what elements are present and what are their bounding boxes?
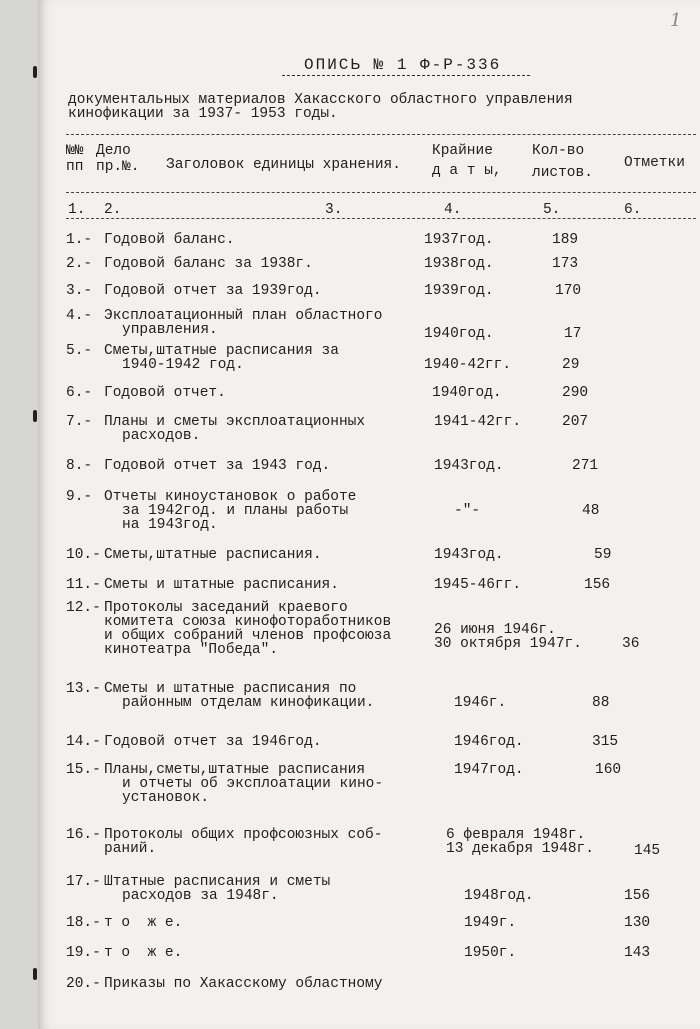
row-sheet-count: 156 [584,577,611,593]
header-sheets-2: листов. [532,165,593,181]
row-title: Сметы,штатные расписания. [104,547,322,563]
row-title: и отчеты об эксплоатации кино- [122,776,384,792]
row-number: 13.- [66,681,101,697]
binding-mark [33,410,37,422]
row-dates: 1948год. [464,888,534,904]
row-number: 1.- [66,232,93,248]
row-sheet-count: 88 [592,695,610,711]
binding-mark [33,968,37,980]
row-dates: 1943год. [434,458,504,474]
row-dates: 1946год. [454,734,524,750]
column-number: 1. [68,202,86,218]
row-sheet-count: 17 [564,326,582,342]
row-sheet-count: 189 [552,232,579,248]
row-dates: 6 февраля 1948г. [446,827,586,843]
row-dates: 1938год. [424,256,494,272]
heading-underline [282,75,530,76]
row-title: 1940-1942 год. [122,357,244,373]
row-number: 4.- [66,308,93,324]
header-num-2: пп [66,159,84,175]
row-number: 15.- [66,762,101,778]
row-dates: 1949г. [464,915,517,931]
row-sheet-count: 290 [562,385,589,401]
column-number: 6. [624,202,642,218]
row-number: 16.- [66,827,101,843]
row-title: Годовой баланс за 1938г. [104,256,313,272]
row-title: за 1942год. и планы работы [122,503,349,519]
row-title: Годовой отчет за 1939год. [104,283,322,299]
row-number: 5.- [66,343,93,359]
row-sheet-count: 170 [555,283,582,299]
header-num-1: №№ [66,143,84,159]
row-number: 14.- [66,734,101,750]
row-title: Эксплоатационный план областного [104,308,383,324]
row-title: Годовой отчет за 1943 год. [104,458,331,474]
page-number: 1 [670,10,682,31]
row-dates: -"- [454,503,481,519]
row-number: 8.- [66,458,93,474]
row-sheet-count: 36 [622,636,640,652]
row-sheet-count: 160 [595,762,622,778]
row-dates: 1941-42гг. [434,414,522,430]
header-dates-1: Крайние [432,143,493,159]
row-sheet-count: 29 [562,357,580,373]
row-title: на 1943год. [122,517,218,533]
row-title: Сметы и штатные расписания. [104,577,339,593]
header-notes: Отметки [624,155,685,171]
header-sheets-1: Кол-во [532,143,585,159]
row-number: 9.- [66,489,93,505]
row-sheet-count: 145 [634,843,661,859]
row-sheet-count: 271 [572,458,599,474]
row-dates: 26 июня 1946г. [434,622,556,638]
row-dates: 30 октября 1947г. [434,636,582,652]
row-title: управления. [122,322,218,338]
row-title: установок. [122,790,210,806]
row-number: 20.- [66,976,101,992]
row-title: районным отделам кинофикации. [122,695,375,711]
row-number: 19.- [66,945,101,961]
column-number: 2. [104,202,122,218]
row-sheet-count: 143 [624,945,651,961]
header-dates-2: д а т ы, [432,163,502,179]
row-dates: 1940год. [432,385,502,401]
row-sheet-count: 173 [552,256,579,272]
row-title: Годовой отчет. [104,385,226,401]
header-title: Заголовок единицы хранения. [166,157,401,173]
row-title: кинотеатра "Победа". [104,642,279,658]
column-number-rule [66,218,696,219]
row-number: 6.- [66,385,93,401]
row-title: Протоколы общих профсоюзных соб- [104,827,383,843]
row-dates: 1937год. [424,232,494,248]
row-title: и общих собраний членов профсоюза [104,628,392,644]
header-case-2: пр.№. [96,159,140,175]
row-title: Отчеты киноустановок о работе [104,489,357,505]
row-dates: 1943год. [434,547,504,563]
row-number: 2.- [66,256,93,272]
row-title: расходов за 1948г. [122,888,279,904]
row-title: Приказы по Хакасскому областному [104,976,383,992]
column-number: 4. [444,202,462,218]
row-dates: 1940-42гг. [424,357,512,373]
header-case-1: Дело [96,143,131,159]
row-dates: 1939год. [424,283,494,299]
row-title: Протоколы заседаний краевого [104,600,348,616]
column-number: 3. [325,202,343,218]
row-sheet-count: 315 [592,734,619,750]
row-title: расходов. [122,428,201,444]
row-sheet-count: 130 [624,915,651,931]
row-number: 18.- [66,915,101,931]
row-sheet-count: 207 [562,414,589,430]
row-title: т о ж е. [104,945,183,961]
row-dates: 1946г. [454,695,507,711]
row-sheet-count: 156 [624,888,651,904]
row-number: 10.- [66,547,101,563]
row-sheet-count: 48 [582,503,600,519]
row-sheet-count: 59 [594,547,612,563]
row-dates: 1945-46гг. [434,577,522,593]
column-number: 5. [543,202,561,218]
subtitle-line-2: кинофикации за 1937- 1953 годы. [68,106,338,122]
row-dates: 13 декабря 1948г. [446,841,594,857]
inventory-heading: ОПИСЬ № 1 Ф-Р-336 [304,56,502,74]
row-dates: 1940год. [424,326,494,342]
row-title: Сметы,штатные расписания за [104,343,339,359]
row-title: Сметы и штатные расписания по [104,681,357,697]
row-title: Штатные расписания и сметы [104,874,331,890]
row-number: 17.- [66,874,101,890]
row-number: 12.- [66,600,101,616]
row-title: Годовой баланс. [104,232,235,248]
row-dates: 1950г. [464,945,517,961]
binding-mark [33,66,37,78]
row-dates: 1947год. [454,762,524,778]
row-title: раний. [104,841,157,857]
row-title: т о ж е. [104,915,183,931]
row-number: 3.- [66,283,93,299]
row-title: Планы и сметы эксплоатационных [104,414,366,430]
subtitle-line-1: документальных материалов Хакасского областного управления [68,92,573,108]
row-title: Годовой отчет за 1946год. [104,734,322,750]
row-title: Планы,сметы,штатные расписания [104,762,366,778]
row-number: 7.- [66,414,93,430]
header-rule [66,192,696,193]
table-top-rule [66,134,696,135]
row-title: комитета союза кинофотоработников [104,614,392,630]
row-number: 11.- [66,577,101,593]
